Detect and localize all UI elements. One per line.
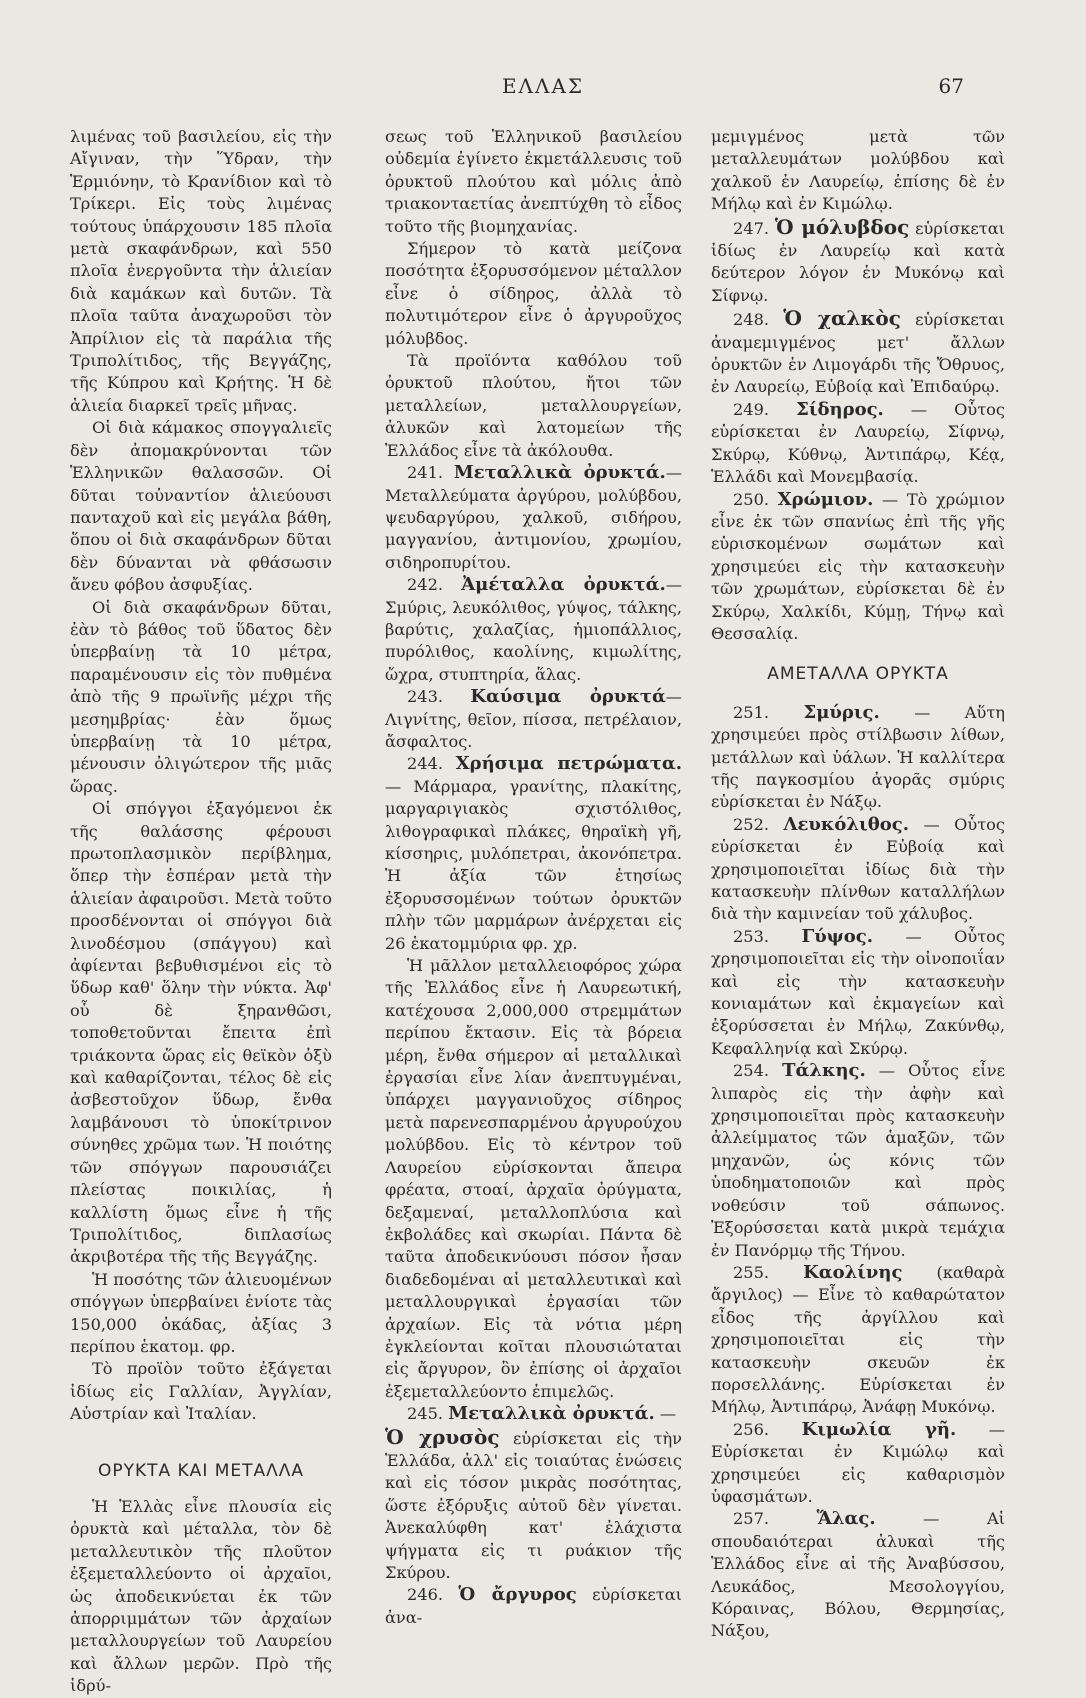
entry-heading: Λευκόλιθος. xyxy=(783,813,909,835)
entry-text: — Τὸ χρώμιον εἶνε ἐκ τῶν σπανίως ἐπὶ τῆς γῆς εὑρισκομένων σωμάτων καὶ χρησιμεύει εἰς τὴν κατασκευὴν τῶν χρωμάτων, εὑρίσκεται δὲ ἐν Σκύρῳ, Χαλκίδι, Κύμῃ, Τήνῳ καὶ Θεσσαλίᾳ. xyxy=(711,489,1005,643)
section-heading-nonmetallic-minerals: ΑΜΕΤΑΛΛΑ ΟΡΥΚΤΑ xyxy=(767,664,949,685)
entry-text: — Μεταλλεύματα ἀργύρου, μολύβδου, ψευδαργύρου, χαλκοῦ, σιδήρου, μαγγανίου, ἀντιμονίου, χρωμίου, σιδηροπυρίτου. xyxy=(385,463,682,572)
entry-heading: Χρώμιον. xyxy=(777,488,874,510)
entry-number: 244. xyxy=(407,754,444,774)
entry-text: — Σμύρις, λευκόλιθος, γύψος, τάλκης, βαρύτις, χαλαζίας, ἡμιοπάλλιος, πυρόλιθος, καολίνης, κιμωλίτης, ὤχρα, στυπτηρία, ἅλας. xyxy=(385,575,682,684)
entry-250 xyxy=(711,489,1005,646)
entry-number: 253. xyxy=(733,926,770,946)
entry-heading: Ὁ χρυσὸς xyxy=(385,1424,500,1449)
entry-text: — Οὗτος εὑρίσκεται ἐν Εὐβοίᾳ καὶ χρησιμοποιεῖται ἰδίως διὰ τὴν κατασκευὴν πλίνθων καταλλήλων διὰ τὴν καμινείαν τοῦ χάλυβος. xyxy=(711,814,1005,924)
entry-heading: Ὁ χαλκὸς xyxy=(783,306,901,331)
entry-heading: Σίδηρος. xyxy=(796,398,884,420)
entry-number: 256. xyxy=(733,1419,770,1439)
entry-249 xyxy=(711,399,1005,489)
running-head xyxy=(0,74,1086,104)
entry-text: — Οὗτος χρησιμοποιεῖται εἰς τὴν οἰνοποιΐαν καὶ εἰς τὴν κατασκευὴν κονιαμάτων καὶ ἐκμαγείων καὶ ἐξορύσσεται ἐν Μήλῳ, Ζακύνθῳ, Κεφαλληνίᾳ καὶ Σκύρῳ. xyxy=(711,926,1005,1058)
entry-heading: Καύσιμα ὀρυκτά xyxy=(470,686,666,708)
entry-number: 254. xyxy=(733,1061,770,1081)
entry-number: 251. xyxy=(733,702,770,722)
paragraph: σεως τοῦ Ἑλληνικοῦ βασιλείου οὐδεμία ἐγίνετο ἐκμετάλλευσις τοῦ ὀρυκτοῦ πλούτου καὶ μόλις ἀπὸ τριακονταετίας ἀνεπτύχθη τὸ εἶδος τοῦτο τῆς βιομηχανίας. xyxy=(385,127,682,236)
running-title: ΕΛΛΑΣ xyxy=(501,74,585,98)
entry-gold xyxy=(385,1426,682,1585)
entry-text: — Εὑρίσκεται ἐν Κιμώλῳ καὶ χρησιμεύει εἰς καθαρισμὸν ὑφασμάτων. xyxy=(711,1419,1005,1506)
entry-number: 252. xyxy=(733,814,770,834)
entry-text: — Λιγνίτης, θεῖον, πίσσα, πετρέλαιον, ἄσφαλτος. xyxy=(385,687,682,751)
entry-number: 257. xyxy=(733,1509,770,1529)
paragraph: Τὸ προϊὸν τοῦτο ἐξάγεται ἰδίως εἰς Γαλλίαν, Ἀγγλίαν, Αὐστρίαν καὶ Ἰταλίαν. xyxy=(70,1359,332,1424)
entry-heading: Σμύρις. xyxy=(803,701,880,723)
entry-number: 245. xyxy=(407,1404,444,1424)
entry-heading: Μεταλλικὰ ὀρυκτά. xyxy=(448,1403,655,1425)
entry-number: 247. xyxy=(733,218,770,238)
entry-number: 241. xyxy=(407,463,444,483)
paragraph: Οἱ διὰ σκαφάνδρων δῦται, ἐὰν τὸ βάθος τοῦ ὕδατος δὲν ὑπερβαίνῃ τὰ 10 μέτρα, παραμένουσιν εἰς τὸν πυθμένα ἀπὸ τῆς 9 πρωϊνῆς μέχρι τῆς μεσημβρίας· ἐὰν ὅμως ὑπερβαίνῃ τὰ 10 μέτρα, μένουσιν ὀλιγώτερον τῆς μιᾶς ὥρας. xyxy=(70,597,332,796)
paragraph: μεμιγμένος μετὰ τῶν μεταλλευμάτων μολύβδου καὶ χαλκοῦ ἐν Λαυρείῳ, ἐπίσης δὲ ἐν Μήλῳ καὶ ἐν Κιμώλῳ. xyxy=(711,127,1005,214)
paragraph: Ἡ Ἑλλὰς εἶνε πλουσία εἰς ὀρυκτὰ καὶ μέταλλα, τὸν δὲ μεταλλευτικὸν τῆς πλοῦτον ἐξεμεταλλεύοντο οἱ ἀρχαῖοι, ὡς ἀποδεικνύεται ἐκ τῶν ἀπορριμμάτων τῶν ἀρχαίων μεταλλουργείων τοῦ Λαυρείου καὶ ἄλλων μερῶν. Πρὸ τῆς ἱδρύ- xyxy=(70,1496,332,1696)
entry-heading: Ἀμέταλλα ὀρυκτά. xyxy=(461,574,666,596)
entry-text: — Αἱ σπουδαιότεραι ἁλυκαὶ τῆς Ἑλλάδος εἶνε αἱ τῆς Ἀναβύσσου, Λευκάδος, Μεσολογγίου, Κόραινας, Βόλου, Θερμησίας, Νάξου, xyxy=(711,1509,1005,1641)
entry-number: 249. xyxy=(733,399,770,419)
entry-text: εὑρίσκεται ἀναμεμιγμένος μετ' ἄλλων ὀρυκτῶν ἐν Λιμογάρδι τῆς Ὄθρυος, ἐν Λαυρείῳ, Εὐβοίᾳ καὶ Ἐπιδαύρῳ. xyxy=(711,310,1005,397)
entry-255 xyxy=(711,1262,1005,1419)
entry-heading: Ὁ ἄργυρος xyxy=(458,1584,577,1606)
paragraph: λιμένας τοῦ βασιλείου, εἰς τὴν Αἴγιναν, τὴν Ὕδραν, τὴν Ἑρμιόνην, τὸ Κρανίδιον καὶ τὸ Τρίκερι. Εἰς τοὺς λιμένας τούτους ὑπάρχουσιν 185 πλοῖα μετὰ σκαφάνδρων, καὶ 550 πλοῖα ἐνεργοῦντα τὴν ἁλιείαν διὰ καμάκων καὶ δυτῶν. Τὰ πλοῖα ταῦτα ἀναχωροῦσι τὸν Ἀπρίλιον εἰς τὰ παράλια τῆς Τριπολίτιδος, τῆς Βεγγάζης, τῆς Κύπρου καὶ Κρήτης. Ἡ δὲ ἁλιεία διαρκεῖ τρεῖς μῆνας. xyxy=(70,127,332,415)
entry-heading: Μεταλλικὰ ὀρυκτά. xyxy=(453,462,666,484)
entry-243 xyxy=(385,686,682,753)
entry-dash: — xyxy=(654,1404,677,1424)
paragraph: Τὰ προϊόντα καθόλου τοῦ ὀρυκτοῦ πλούτου, ἤτοι τῶν μεταλλείων, μεταλλουργείων, ἀλυκῶν καὶ λατομείων τῆς Ἑλλάδος εἶνε τὰ ἀκόλουθα. xyxy=(385,351,682,460)
entry-number: 242. xyxy=(407,575,444,595)
entry-246 xyxy=(385,1584,682,1629)
entry-number: 248. xyxy=(733,310,770,330)
entry-257 xyxy=(711,1508,1005,1642)
entry-text: εὑρίσκεται εἰς τὴν Ἑλλάδα, ἀλλ' εἰς τοιαύτας ἑνώσεις καὶ εἰς τόσον μικρὰς ποσότητας, ὥστε ἐξόρυξις αὐτοῦ δὲν γίνεται. Ἀνεκαλύφθη κατ' ἐλάχιστα ψήγματα εἰς τι ρυάκιον τῆς Σκύρου. xyxy=(385,1428,683,1582)
entry-heading: Χρήσιμα πετρώματα. xyxy=(455,753,682,775)
paragraph: Σήμερον τὸ κατὰ μείζονα ποσότητα ἐξορυσσόμενον μέταλλον εἶνε ὁ σίδηρος, ἀλλὰ τὸ πολυτιμότερον εἶνε ὁ ἀργυροῦχος μόλυβδος. xyxy=(385,239,682,348)
entry-heading: Καολίνης xyxy=(803,1261,903,1283)
entry-text: — Μάρμαρα, γρανίτης, πλακίτης, μαργαριγιακὸς σχιστόλιθος, λιθογραφικαὶ πλάκες, θηραϊκὴ γῆ, κίσσηρις, μυλόπετραι, ἀκονόπετρα. Ἡ ἀξία τῶν ἐτησίως ἐξορυσσομένων τούτων ὀρυκτῶν πλὴν τῶν μαρμάρων ἀνέρχεται εἰς 26 ἑκατομμύρια φρ. χρ. xyxy=(385,776,682,953)
entry-number: 255. xyxy=(733,1262,770,1282)
entry-text: εὑρίσκεται ἀνα- xyxy=(385,1585,682,1627)
entry-text: — Αὕτη χρησιμεύει πρὸς στίλβωσιν λίθων, μετάλλων καὶ ὑάλων. Ἡ καλλίτερα τῆς παγκοσμίου ἀγορᾶς σμύρις εὑρίσκεται ἐν Νάξῳ. xyxy=(711,702,1005,812)
entry-heading: Κιμωλία γῆ. xyxy=(801,1418,957,1440)
entry-heading: Γύψος. xyxy=(801,925,873,947)
paragraph: Ἡ μᾶλλον μεταλλειοφόρος χώρα τῆς Ἑλλάδος εἶνε ἡ Λαυρεωτική, κατέχουσα 2,000,000 στρεμμάτων περίπου ἔκτασιν. Εἰς τὰ βόρεια μέρη, ἔνθα σήμερον αἱ μεταλλικαὶ ἐργασίαι εἶνε λίαν ἀνεπτυγμέναι, ὑπάρχει μαγγανιοῦχος σίδηρος μετὰ παρενεσπαρμένου ἀργυρούχου μολύβδου. Εἰς τὸ κέντρον τοῦ Λαυρείου εὑρίσκονται ἄπειρα φρέατα, στοαί, ἀρχαῖα ὀρύγματα, δεξαμεναί, μεταλλοπλύσια καὶ ἐκβολάδες καὶ σκωρίαι. Πάντα δὲ ταῦτα ἀποδεικνύουσι πόσον ἦσαν διαδεδομέναι αἱ μεταλλευτικαὶ καὶ μεταλλουργικαὶ ἐργασίαι τῶν ἀρχαίων. Εἰς τὰ νότια μέρη ἐγκλείονται κοῖται πλουσιώταται εἰς ἄργυρον, ὃν ἐπίσης οἱ ἀρχαῖοι ἐξεμεταλλεύοντο ἐπιμελῶς. xyxy=(385,956,682,1401)
entry-244 xyxy=(385,753,682,955)
page-number: 67 xyxy=(938,74,964,98)
paragraph: Ἡ ποσότης τῶν ἁλιευομένων σπόγγων ὑπερβαίνει ἐνίοτε τὰς 150,000 ὀκάδας, ἀξίας 3 περίπου ἑκατομ. φρ. xyxy=(70,1269,332,1356)
entry-heading: Ὁ μόλυβδος xyxy=(774,214,910,239)
text-column-1 xyxy=(70,126,332,1696)
entry-252 xyxy=(711,814,1005,926)
entry-text: εὑρίσκεται ἰδίως ἐν Λαυρείῳ καὶ κατὰ δεύτερον λόγον ἐν Μυκόνῳ καὶ Σίφνῳ. xyxy=(711,218,1005,305)
entry-number: 246. xyxy=(407,1585,444,1605)
entry-253 xyxy=(711,926,1005,1060)
entry-text: — Οὗτος εὑρίσκεται ἐν Λαυρείῳ, Σίφνῳ, Σκύρῳ, Κύθνῳ, Ἀντιπάρῳ, Κέᾳ, Ἑλλάδι καὶ Μονεμβασίᾳ. xyxy=(711,399,1005,487)
entry-text: — Οὗτος εἶνε λιπαρὸς εἰς τὴν ἀφὴν καὶ χρησιμοποιεῖται πρὸς κατασκευὴν ἀλλείμματος τῶν ἁμαξῶν, τῶν μηχανῶν, ὡς κόνις τῶν ὑποδηματοποιῶν καὶ πρὸς νοθεύσιν τοῦ σάπωνος. Ἐξορύσσεται κατὰ μικρὰ τεμάχια ἐν Πανόρμῳ τῆς Τήνου. xyxy=(711,1061,1005,1260)
entry-number: 250. xyxy=(733,489,770,509)
entry-241 xyxy=(385,462,682,574)
entry-242 xyxy=(385,574,682,686)
paragraph: Οἱ σπόγγοι ἐξαγόμενοι ἐκ τῆς θαλάσσης φέρουσι πρωτοπλασμικὸν περίβλημα, ὅπερ τὴν ἑσπέραν μετὰ τὴν ἁλιείαν ἀφαιροῦσι. Μετὰ τοῦτο προσδένονται οἱ σπόγγοι διὰ λινοδέσμου (σπάγγου) καὶ ἀφίενται βεβυθισμένοι εἰς τὸ ὕδωρ καθ' ὅλην τὴν νύκτα. Ἀφ' οὗ δὲ ξηρανθῶσι, τοποθετοῦνται ἔπειτα ἐπὶ τριάκοντα ὥρας εἰς θεϊκὸν ὀξὺ καὶ καθαρίζονται, τέλος δὲ εἰς ἀσβεστοῦχον ὕδωρ, ἔνθα λαμβάνουσι τὸ ὑποκίτρινον σύνηθες χρῶμα των. Ἡ ποιότης τῶν σπόγγων παρουσιάζει πλείστας ποικιλίας, ἡ καλλίστη ὅμως εἶνε ἡ τῆς Τριπολίτιδος, διπλασίως ἀκριβοτέρα τῆς τῆς Βεγγάζης. xyxy=(70,799,332,1267)
entry-247 xyxy=(711,216,1005,308)
entry-heading: Τάλκης. xyxy=(782,1060,866,1082)
entry-heading: Ἅλας. xyxy=(816,1508,876,1530)
entry-256 xyxy=(711,1419,1005,1509)
entry-254 xyxy=(711,1060,1005,1262)
text-column-2 xyxy=(385,126,683,1627)
section-heading-minerals-metals: ΟΡΥΚΤΑ ΚΑΙ ΜΕΤΑΛΛΑ xyxy=(97,1460,305,1481)
entry-248 xyxy=(711,307,1005,399)
entry-text: (καθαρὰ ἄργιλος) — Εἶνε τὸ καθαρώτατον εἶδος τῆς ἀργίλλου καὶ χρησιμοποιεῖται εἰς τὴν κατασκευὴν σκευῶν ἐκ πορσελλάνης. Εὑρίσκεται ἐν Μήλῳ, Ἀντιπάρῳ, Ἀνάφῃ Μυκόνῳ. xyxy=(711,1262,1005,1417)
paragraph: Οἱ διὰ κάμακος σπογγαλιεῖς δὲν ἀπομακρύνονται τῶν Ἑλληνικῶν θαλασσῶν. Οἱ δῦται τοὐναντίον ἁλιεύουσι πανταχοῦ καὶ εἰς μεγάλα βάθη, ὅπου οἱ διὰ σκαφάνδρων δῦται δὲν δύνανται νὰ φθάσωσιν ἄνευ φόβου ἀσφυξίας. xyxy=(70,418,332,595)
entry-251 xyxy=(711,702,1005,814)
text-column-3 xyxy=(711,126,1005,1641)
entry-number: 243. xyxy=(407,687,444,707)
entry-245 xyxy=(385,1403,682,1425)
